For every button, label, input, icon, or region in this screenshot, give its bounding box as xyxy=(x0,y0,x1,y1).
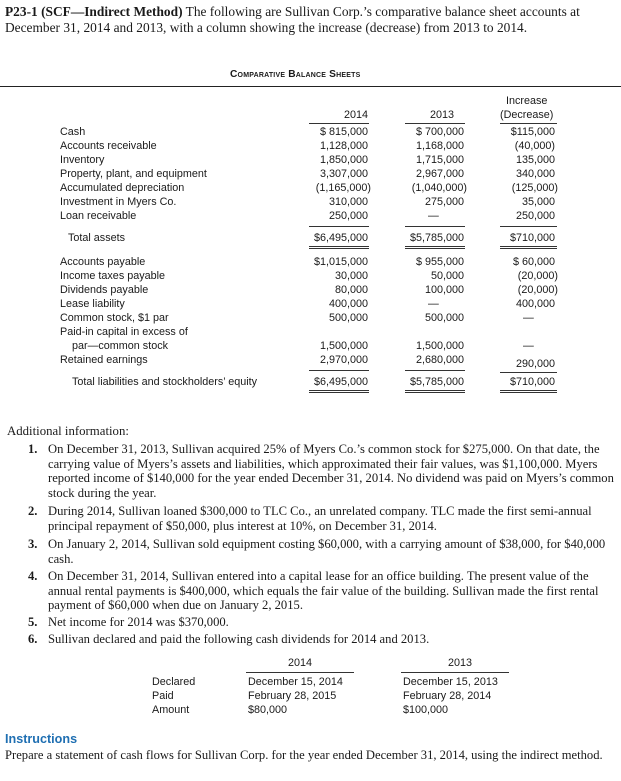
liability-2013: 1,500,000 xyxy=(415,340,464,352)
asset-change: (40,000) xyxy=(514,140,555,152)
liability-2014: 80,000 xyxy=(334,284,368,296)
col-header-decrease: (Decrease) xyxy=(500,109,554,121)
header-underline-change xyxy=(500,123,557,124)
info-item-number: 3. xyxy=(28,537,38,551)
info-item-text: Sullivan declared and paid the following cash dividends for 2014 and 2013. xyxy=(48,632,430,646)
info-item xyxy=(28,537,618,566)
liab-subtotal-rule xyxy=(500,372,557,373)
asset-change: 250,000 xyxy=(515,210,555,222)
dividend-2014-value: December 15, 2014 xyxy=(248,676,343,688)
asset-2013: 1,715,000 xyxy=(415,154,464,166)
info-item xyxy=(28,615,618,630)
info-item-text: On January 2, 2014, Sullivan sold equipment costing $60,000, with a carrying amount of $38,000, for $40,000 cash. xyxy=(48,537,606,566)
info-item xyxy=(28,504,618,533)
liability-2014: 2,970,000 xyxy=(319,354,368,366)
info-item-text: Net income for 2014 was $370,000. xyxy=(48,615,229,629)
instructions-text: Prepare a statement of cash flows for Sullivan Corp. for the year ended December 31, 2014, using the indirect method. xyxy=(5,748,603,762)
info-item-number: 1. xyxy=(28,442,38,456)
total-assets-double-rule xyxy=(500,246,557,249)
assets-subtotal-rule xyxy=(309,226,369,227)
dividends-header-2014: 2014 xyxy=(288,657,313,669)
dividend-row-label: Paid xyxy=(152,690,174,702)
info-item xyxy=(28,569,618,613)
assets-subtotal-rule xyxy=(500,226,557,227)
liability-label: Accounts payable xyxy=(60,256,146,268)
col-header-2013: 2013 xyxy=(429,109,454,121)
title-rule xyxy=(0,86,621,87)
liability-2013: 2,680,000 xyxy=(415,354,464,366)
asset-change: 340,000 xyxy=(515,168,555,180)
asset-change: $115,000 xyxy=(510,126,555,138)
liability-2014: 500,000 xyxy=(328,312,368,324)
liability-label: Common stock, $1 par xyxy=(60,312,169,324)
asset-2014: 1,128,000 xyxy=(319,140,368,152)
asset-label: Cash xyxy=(60,126,86,138)
liab-subtotal-rule xyxy=(309,370,369,371)
liability-2014: 30,000 xyxy=(334,270,368,282)
asset-2013: 2,967,000 xyxy=(415,168,464,180)
liability-label: Lease liability xyxy=(60,298,125,310)
asset-label: Investment in Myers Co. xyxy=(60,196,177,208)
total-liab-2014: $6,495,000 xyxy=(313,376,368,388)
asset-2013: (1,040,000) xyxy=(411,182,467,194)
asset-2014: $ 815,000 xyxy=(319,126,368,138)
dividend-2013-value: December 15, 2013 xyxy=(403,676,498,688)
asset-2014: 310,000 xyxy=(328,196,368,208)
problem-number: P23-1 (SCF—Indirect Method) xyxy=(5,4,183,19)
liability-change: 400,000 xyxy=(515,298,555,310)
liability-change: (20,000) xyxy=(517,284,558,296)
liability-change: — xyxy=(523,312,534,324)
dividend-row-label: Amount xyxy=(152,704,190,716)
total-assets-2014: $6,495,000 xyxy=(313,232,368,244)
asset-2013: 1,168,000 xyxy=(415,140,464,152)
total-liab-2013: $5,785,000 xyxy=(409,376,464,388)
col-header-increase: Increase xyxy=(506,95,548,107)
liability-2014: $1,015,000 xyxy=(313,256,368,268)
liability-label: Retained earnings xyxy=(60,354,148,366)
info-item xyxy=(28,632,618,647)
dividend-2014-value: $80,000 xyxy=(248,704,288,716)
asset-label: Accumulated depreciation xyxy=(60,182,185,194)
info-item-number: 4. xyxy=(28,569,38,583)
asset-2014: 3,307,000 xyxy=(319,168,368,180)
total-assets-2013: $5,785,000 xyxy=(409,232,464,244)
dividend-2013-value: $100,000 xyxy=(403,704,449,716)
dividend-2014-value: February 28, 2015 xyxy=(248,690,337,702)
liability-label: Paid-in capital in excess of xyxy=(60,326,188,338)
info-item-number: 6. xyxy=(28,632,38,646)
liability-2013: 50,000 xyxy=(430,270,464,282)
total-assets-label: Total assets xyxy=(68,232,126,244)
total-assets-change: $710,000 xyxy=(509,232,555,244)
info-item-text: During 2014, Sullivan loaned $300,000 to TLC Co., an unrelated company. TLC made the first semi-annual principal repayment of $50,000, plus interest at 10%, on December 31, 2014. xyxy=(48,504,592,533)
liability-2013: — xyxy=(428,298,439,310)
info-item-text: On December 31, 2014, Sullivan entered into a capital lease for an office building. The present value of the annual rental payments is $400,000, which equals the fair value of the building. Sullivan made the first rental payment of $60,000 when due on January 2, 2015. xyxy=(48,569,599,613)
total-liab-double-rule xyxy=(405,390,465,393)
info-item xyxy=(28,442,618,500)
problem-text: The following are Sullivan Corp.’s comparative balance sheet accounts at December 31, 2014 and 2013, with a column showing the increase (decrease) from 2013 to 2014. xyxy=(5,4,580,35)
col-header-2014: 2014 xyxy=(343,109,368,121)
liability-change: — xyxy=(523,340,534,352)
liability-label: Dividends payable xyxy=(60,284,149,296)
info-item-number: 5. xyxy=(28,615,38,629)
liability-change: 290,000 xyxy=(515,358,555,370)
asset-change: 135,000 xyxy=(515,154,555,166)
problem-heading xyxy=(5,4,617,36)
asset-2014: (1,165,000) xyxy=(315,182,371,194)
total-liab-label: Total liabilities and stockholders’ equity xyxy=(72,376,258,388)
assets-subtotal-rule xyxy=(405,226,465,227)
liability-2013: 500,000 xyxy=(424,312,464,324)
dividends-header-2013: 2013 xyxy=(448,657,473,669)
liability-label: par—common stock xyxy=(72,340,169,352)
dividends-header-rule xyxy=(401,672,509,673)
liability-change: $ 60,000 xyxy=(512,256,555,268)
info-item-number: 2. xyxy=(28,504,38,518)
asset-2013: 275,000 xyxy=(424,196,464,208)
asset-label: Property, plant, and equipment xyxy=(60,168,207,180)
additional-info-title: Additional information: xyxy=(7,424,129,438)
liab-subtotal-rule xyxy=(405,370,465,371)
liability-2013: $ 955,000 xyxy=(415,256,464,268)
asset-2014: 1,850,000 xyxy=(319,154,368,166)
total-liab-double-rule xyxy=(500,390,557,393)
asset-change: (125,000) xyxy=(511,182,558,194)
dividends-header-rule xyxy=(246,672,354,673)
liability-change: (20,000) xyxy=(517,270,558,282)
header-underline-2013 xyxy=(405,123,465,124)
liability-2014: 400,000 xyxy=(328,298,368,310)
asset-2013: $ 700,000 xyxy=(415,126,464,138)
asset-2013: — xyxy=(428,210,439,222)
instructions-heading: Instructions xyxy=(5,732,78,746)
balance-sheet-title: Comparative Balance Sheets xyxy=(230,69,361,80)
dividend-2013-value: February 28, 2014 xyxy=(403,690,492,702)
liability-2014: 1,500,000 xyxy=(319,340,368,352)
asset-label: Loan receivable xyxy=(60,210,137,222)
asset-label: Inventory xyxy=(60,154,105,166)
total-liab-double-rule xyxy=(309,390,369,393)
total-assets-double-rule xyxy=(405,246,465,249)
asset-label: Accounts receivable xyxy=(60,140,157,152)
asset-2014: 250,000 xyxy=(328,210,368,222)
dividend-row-label: Declared xyxy=(152,676,196,688)
total-liab-change: $710,000 xyxy=(509,376,555,388)
header-underline-2014 xyxy=(309,123,369,124)
liability-2013: 100,000 xyxy=(424,284,464,296)
asset-change: 35,000 xyxy=(521,196,555,208)
total-assets-double-rule xyxy=(309,246,369,249)
liability-label: Income taxes payable xyxy=(60,270,166,282)
info-item-text: On December 31, 2013, Sullivan acquired 25% of Myers Co.’s common stock for $275,000. On that date, the carrying value of Myers’s assets and liabilities, which approximated their fair values, was $1,100,000. Myers reported income of $140,000 for the year ended December 31, 2014. No dividend was paid on Myers’s common stock during the year. xyxy=(48,442,614,500)
